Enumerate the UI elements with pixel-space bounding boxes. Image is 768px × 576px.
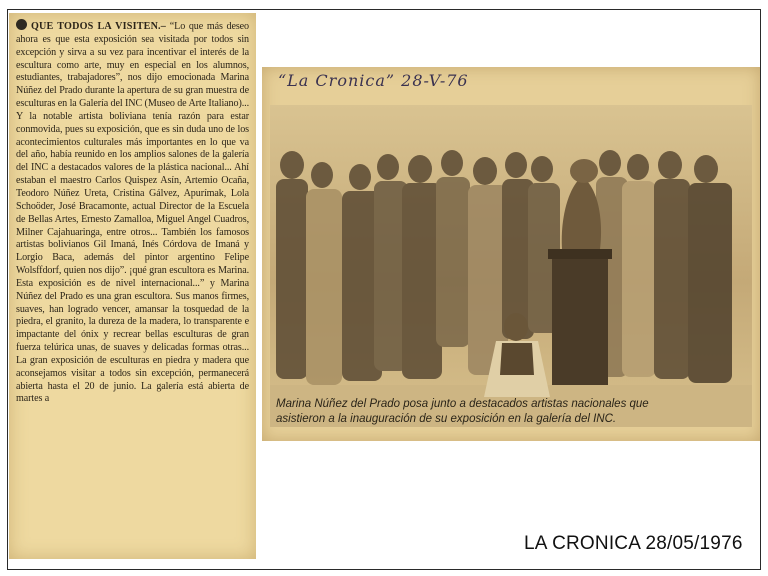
article-heading: QUE TODOS LA VISITEN.– xyxy=(31,21,167,32)
photo-caption: Marina Núñez del Prado posa junto a destacados artistas nacionales que asistieron a la inauguración de su exposición en la galería del INC. xyxy=(276,398,649,425)
bullet-icon xyxy=(16,19,27,30)
photo-clipping xyxy=(262,67,760,441)
group-photo xyxy=(270,105,752,427)
article-clipping xyxy=(9,13,256,559)
article-text xyxy=(9,13,256,406)
article-body: “Lo que más deseo ahora es que esta exposición sea visitada por todos sin excepción y sirva a su vez para incentivar el interés de la escultura como arte, muy en especial en los alumnos, estudiantes, trabajadores”, nos dijo emocionada Marina Núñez del Prado durante la apertura de su gran muestra de esculturas en la Galería del INC (Museo de Arte Italiano)... Y la notable artista boliviana tenía razón para estar conmovida, pues su exposición, que es sin duda uno de los acontecimientos culturales más importantes en lo que va del año, había reunido en los amplios salones de la galería del INC a destacados valores de la plástica nacional... Ahí estaban el maestro Carlos Quispez Asín, Artemio Ocaña, Teodoro Núñez Ureta, Cristina Gálvez, Apurímak, Lola Schoöder, José Bracamonte, actual Director de la Escuela de Bellas Artes, Ernesto Zamalloa, Miguel Angel Cuadros, Milner Cajahuaringa, entre otros... También los famosos artistas bolivianos Gil Imaná, Inés Córdova de Imaná y Lorgio Baca, además del pintor argentino Felipe Wolsffdorf, quien nos dijo”. ¡qué gran escultora es Marina. Esta exposición es de nivel internacional...” y Marina Núñez del Prado es una gran escultora. Sus manos firmes, suaves, han logrado vencer, amansar la tosquedad de la piedra, el granito, la dureza de la madera, lo transparente e impactante del ónix y recrear bellas esculturas de gran fuerza telúrica unas, de suaves y delicadas formas otras... La gran exposición de esculturas en piedra y madera que aconsejamos visitar a todos sin excepción, permanecerá abierta hasta el 20 de junio. La galería está abierta de martes a xyxy=(16,21,249,405)
handwritten-note: “La Cronica” 28-V-76 xyxy=(278,71,469,90)
source-label: LA CRONICA 28/05/1976 xyxy=(524,533,743,554)
